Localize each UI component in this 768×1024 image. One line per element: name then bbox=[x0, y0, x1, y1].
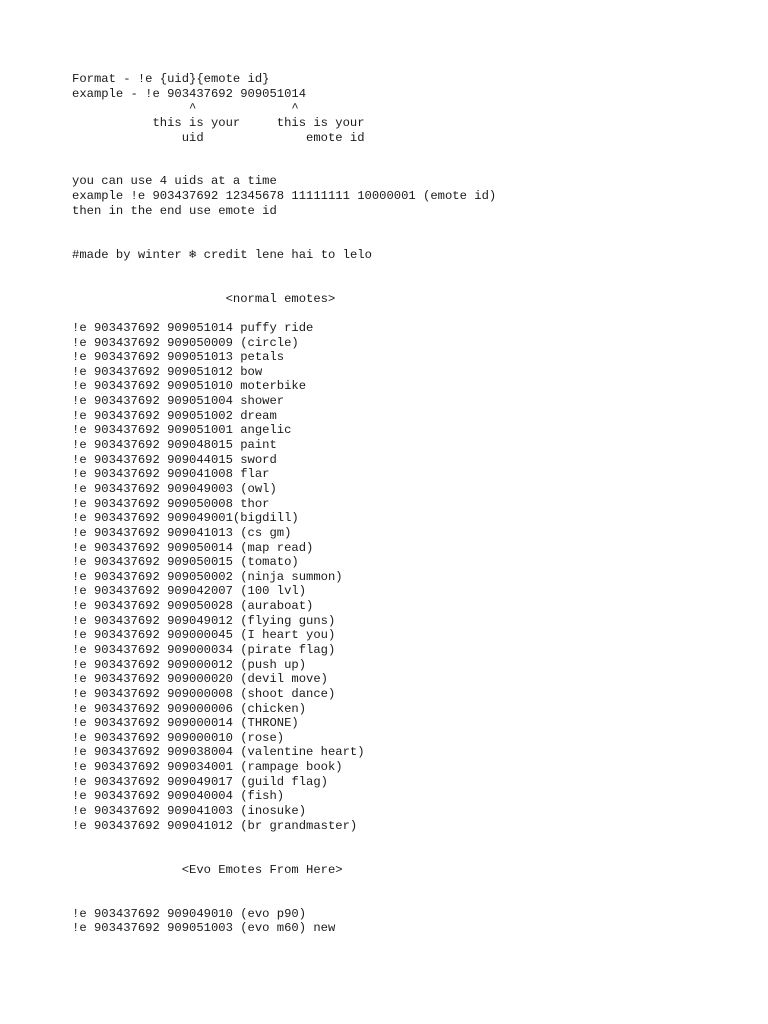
spacer bbox=[72, 262, 496, 277]
normal-emotes-list bbox=[72, 321, 496, 833]
evo-emotes-list bbox=[72, 907, 496, 936]
emote-command-line: !e 903437692 909050015 (tomato) bbox=[72, 555, 299, 570]
emote-command-line: !e 903437692 909051001 angelic bbox=[72, 423, 292, 438]
emote-command-line: !e 903437692 909041012 (br grandmaster) bbox=[72, 818, 358, 833]
emote-command-line: !e 903437692 909049010 (evo p90) bbox=[72, 906, 307, 921]
spacer bbox=[72, 848, 496, 863]
emote-command-line: !e 903437692 909000045 (I heart you) bbox=[72, 628, 336, 643]
emote-command-line: !e 903437692 909051002 dream bbox=[72, 408, 277, 423]
evo-emotes-heading: <Evo Emotes From Here> bbox=[72, 862, 343, 877]
emote-command-line: !e 903437692 909044015 sword bbox=[72, 452, 277, 467]
spacer bbox=[72, 218, 496, 233]
emote-command-line: !e 903437692 909050028 (auraboat) bbox=[72, 599, 314, 614]
emote-command-line: !e 903437692 909000034 (pirate flag) bbox=[72, 642, 336, 657]
spacer bbox=[72, 277, 496, 292]
usage-instructions bbox=[72, 174, 496, 218]
format-line: Format - !e {uid}{emote id} bbox=[72, 72, 270, 86]
spacer bbox=[72, 833, 496, 848]
spacer bbox=[72, 892, 496, 907]
spacer bbox=[72, 877, 496, 892]
spacer bbox=[72, 145, 496, 160]
emote-command-line: !e 903437692 909048015 paint bbox=[72, 438, 277, 453]
spacer bbox=[72, 160, 496, 175]
spacer bbox=[72, 233, 496, 248]
emote-command-line: !e 903437692 909051004 shower bbox=[72, 394, 285, 409]
emote-command-line: !e 903437692 909040004 (fish) bbox=[72, 789, 285, 804]
usage-line: you can use 4 uids at a time bbox=[72, 174, 277, 189]
pointer-label-line: this is your this is your bbox=[72, 115, 365, 130]
emote-command-line: !e 903437692 909000012 (push up) bbox=[72, 657, 307, 672]
caret-pointer-line: ^ ^ bbox=[72, 101, 299, 116]
emote-command-line: !e 903437692 909042007 (100 lvl) bbox=[72, 584, 307, 599]
emote-command-line: !e 903437692 909034001 (rampage book) bbox=[72, 760, 343, 775]
emote-command-line: !e 903437692 909041013 (cs gm) bbox=[72, 525, 292, 540]
usage-line: example !e 903437692 12345678 11111111 10000001 (emote id) bbox=[72, 189, 497, 204]
credit-line: #made by winter ❄ credit lene hai to lelo bbox=[72, 247, 372, 262]
emote-command-line: !e 903437692 909049012 (flying guns) bbox=[72, 613, 336, 628]
emote-command-line: !e 903437692 909050002 (ninja summon) bbox=[72, 569, 343, 584]
emote-command-line: !e 903437692 909049003 (owl) bbox=[72, 481, 277, 496]
emote-command-line: !e 903437692 909050009 (circle) bbox=[72, 335, 299, 350]
emote-command-line: !e 903437692 909041003 (inosuke) bbox=[72, 804, 307, 819]
emote-command-line: !e 903437692 909038004 (valentine heart) bbox=[72, 745, 365, 760]
example-line: example - !e 903437692 909051014 bbox=[72, 86, 307, 101]
emote-command-line: !e 903437692 909051012 bow bbox=[72, 364, 263, 379]
emote-command-line: !e 903437692 909051010 moterbike bbox=[72, 379, 307, 394]
emote-command-line: !e 903437692 909051013 petals bbox=[72, 350, 285, 365]
emote-command-line: !e 903437692 909049017 (guild flag) bbox=[72, 774, 328, 789]
emote-command-line: !e 903437692 909000020 (devil move) bbox=[72, 672, 328, 687]
emote-command-line: !e 903437692 909049001(bigdill) bbox=[72, 511, 299, 526]
emote-command-line: !e 903437692 909050014 (map read) bbox=[72, 540, 314, 555]
emote-command-line: !e 903437692 909000006 (chicken) bbox=[72, 701, 307, 716]
document-body bbox=[72, 72, 496, 936]
normal-emotes-heading: <normal emotes> bbox=[72, 291, 336, 306]
usage-line: then in the end use emote id bbox=[72, 203, 277, 218]
format-instructions bbox=[72, 72, 496, 145]
emote-command-line: !e 903437692 909000008 (shoot dance) bbox=[72, 686, 336, 701]
emote-command-line: !e 903437692 909051014 puffy ride bbox=[72, 320, 314, 335]
emote-command-line: !e 903437692 909050008 thor bbox=[72, 496, 270, 511]
spacer bbox=[72, 306, 496, 321]
emote-command-line: !e 903437692 909000010 (rose) bbox=[72, 730, 285, 745]
pointer-target-line: uid emote id bbox=[72, 130, 365, 145]
emote-command-line: !e 903437692 909041008 flar bbox=[72, 467, 270, 482]
emote-command-line: !e 903437692 909051003 (evo m60) new bbox=[72, 921, 336, 936]
emote-command-line: !e 903437692 909000014 (THRONE) bbox=[72, 716, 299, 731]
